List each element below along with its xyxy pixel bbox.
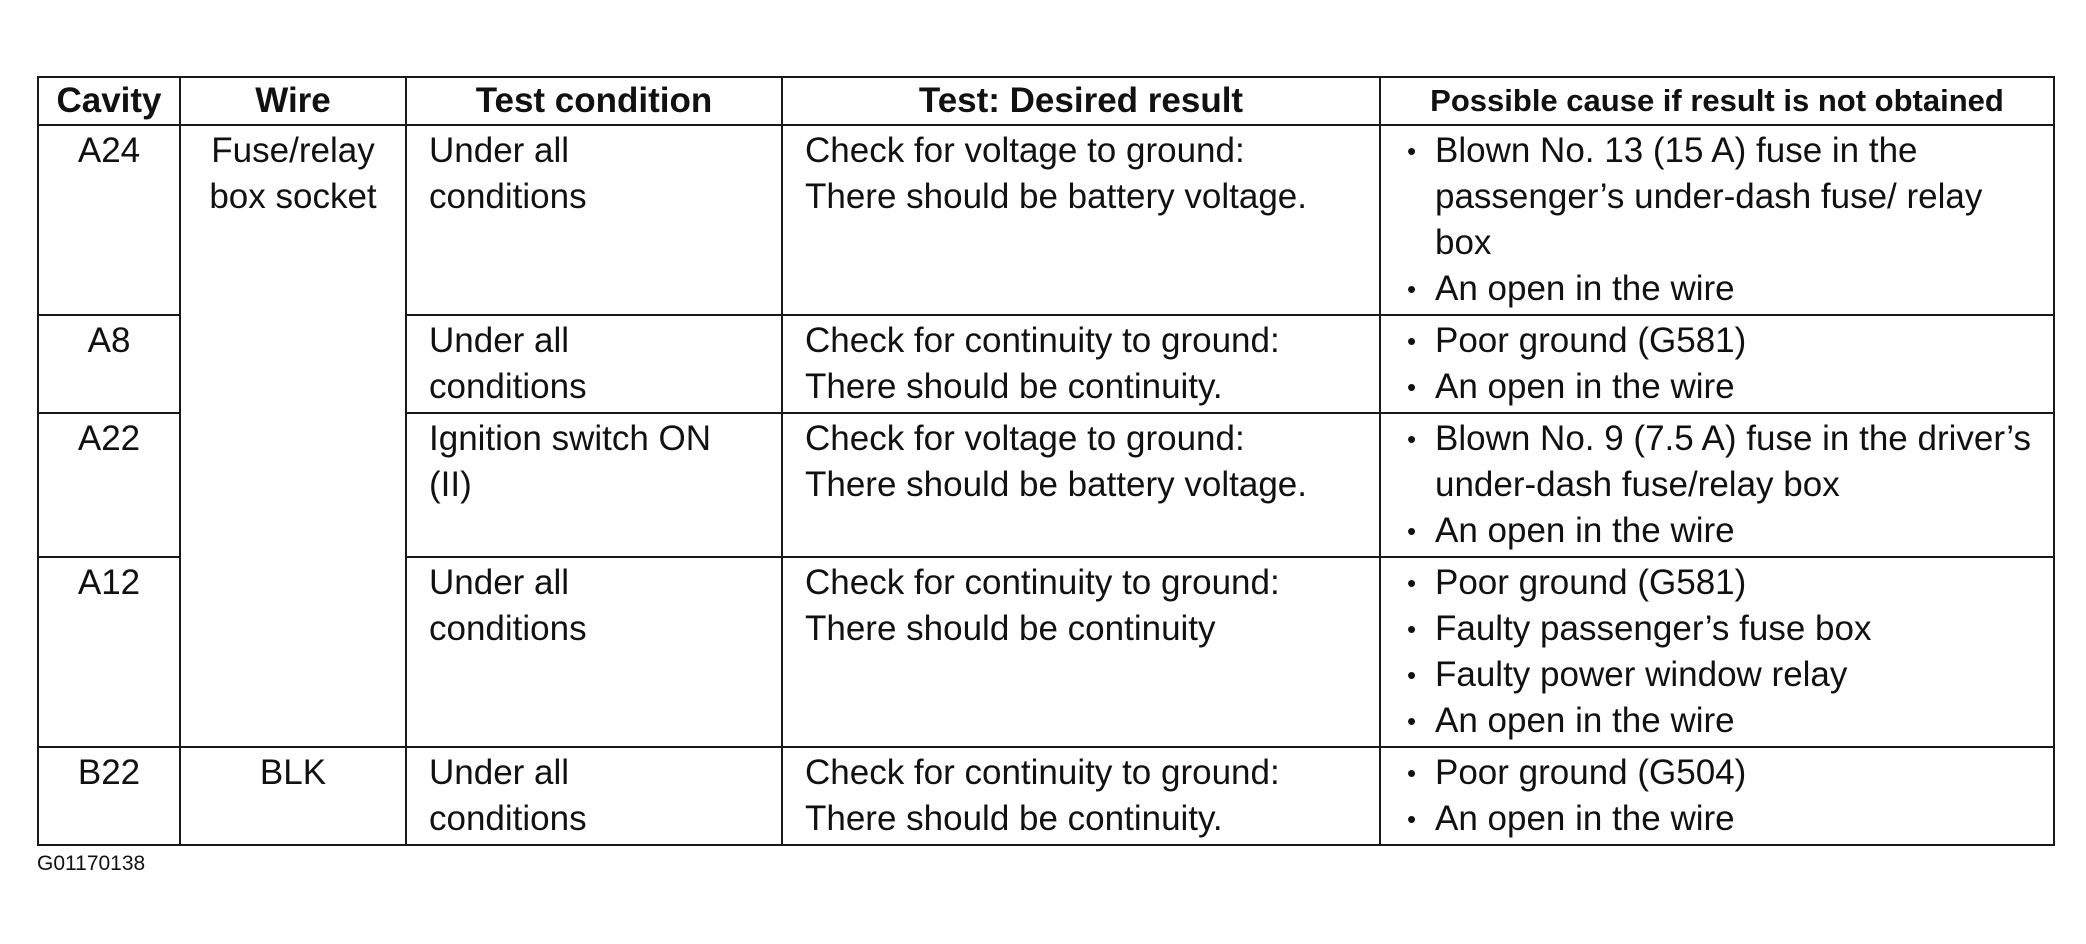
header-possible-cause: Possible cause if result is not obtained [1380,77,2054,125]
result-line: There should be continuity. [805,367,1223,406]
cause-item: • Blown No. 9 (7.5 A) fuse in the driver’s under-dash fuse/relay box [1403,416,2031,508]
cavity-cell: A8 [38,315,180,413]
condition-cell [406,747,782,845]
cause-item: • Faulty passenger’s fuse box [1403,606,2031,652]
table-row [38,747,2054,845]
condition-cell [406,413,782,557]
cause-item: • Poor ground (G581) [1403,318,2031,364]
condition-text: Ignition switch ON (II) [429,419,712,504]
condition-cell [406,125,782,315]
cause-list [1403,318,2031,410]
cause-item: • Poor ground (G504) [1403,750,2031,796]
header-row [38,77,2054,125]
cause-cell [1380,557,2054,747]
result-line: Check for voltage to ground: [805,131,1245,170]
cause-list [1403,416,2031,554]
table-row [38,125,2054,315]
result-cell [782,315,1380,413]
result-cell [782,557,1380,747]
cause-cell [1380,315,2054,413]
wire-cell: Fuse/relay box socket [180,125,406,747]
header-cavity: Cavity [38,77,180,125]
cause-item: • Blown No. 13 (15 A) fuse in the passenger’s under-dash fuse/ relay box [1403,128,2031,266]
header-test-condition: Test condition [406,77,782,125]
cause-list [1403,560,2031,744]
cause-item: • An open in the wire [1403,364,2031,410]
cause-list [1403,128,2031,312]
condition-cell [406,315,782,413]
result-line: There should be continuity [805,609,1216,648]
cavity-cell: A24 [38,125,180,315]
result-line: Check for continuity to ground: [805,321,1280,360]
condition-cell [406,557,782,747]
cause-item: • Poor ground (G581) [1403,560,2031,606]
figure-id-caption: G01170138 [37,852,146,875]
result-line: Check for continuity to ground: [805,563,1280,602]
result-cell [782,413,1380,557]
condition-text: Under all conditions [429,321,587,406]
result-line: Check for continuity to ground: [805,753,1280,792]
cause-cell [1380,413,2054,557]
cause-cell [1380,125,2054,315]
cause-item: • Faulty power window relay [1403,652,2031,698]
cavity-cell: B22 [38,747,180,845]
cause-item: • An open in the wire [1403,698,2031,744]
wire-cell: BLK [180,747,406,845]
condition-text: Under all conditions [429,131,587,216]
test-table [37,76,2055,846]
cause-item: • An open in the wire [1403,508,2031,554]
result-line: Check for voltage to ground: [805,419,1245,458]
cavity-cell: A22 [38,413,180,557]
result-line: There should be battery voltage. [805,177,1307,216]
result-line: There should be continuity. [805,799,1223,838]
header-desired-result: Test: Desired result [782,77,1380,125]
cavity-cell: A12 [38,557,180,747]
cause-item: • An open in the wire [1403,266,2031,312]
cause-item: • An open in the wire [1403,796,2031,842]
result-cell [782,125,1380,315]
result-line: There should be battery voltage. [805,465,1307,504]
cause-list [1403,750,2031,842]
result-cell [782,747,1380,845]
header-wire: Wire [180,77,406,125]
condition-text: Under all conditions [429,563,587,648]
condition-text: Under all conditions [429,753,587,838]
cause-cell [1380,747,2054,845]
test-table-container [37,76,2053,838]
